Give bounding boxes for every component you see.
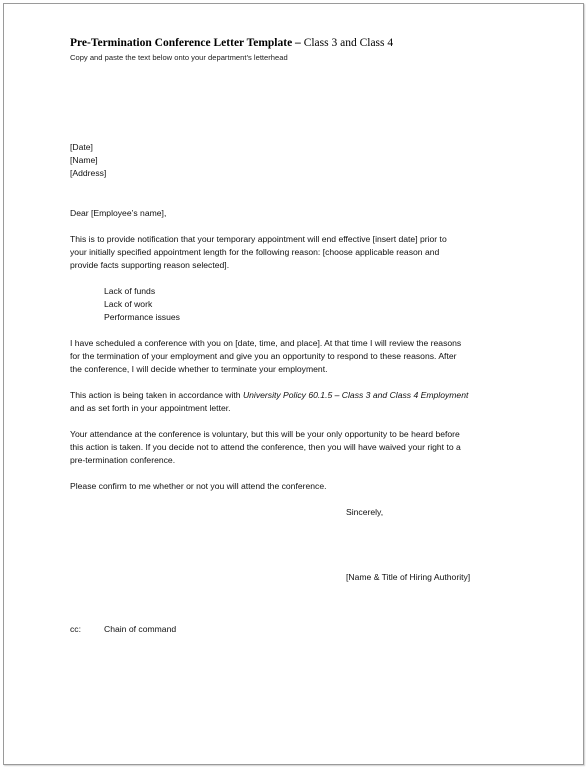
signature-block: [Name & Title of Hiring Authority] <box>346 572 471 582</box>
paragraph4-line: this action is taken. If you decide not to attend the conference, then you will have waived your right to a <box>70 442 461 452</box>
page-title <box>70 37 393 49</box>
paragraph4-line: pre-termination conference. <box>70 455 176 465</box>
page-subtitle: Copy and paste the text below onto your department’s letterhead <box>70 53 288 62</box>
address-date: [Date] <box>70 142 93 152</box>
reason-item: Performance issues <box>104 312 180 322</box>
address-address: [Address] <box>70 168 107 178</box>
paragraph1-line: provide facts supporting reason selected]. <box>70 260 230 270</box>
letter-page <box>3 3 584 765</box>
reason-item: Lack of work <box>104 299 153 309</box>
paragraph2-line: for the termination of your employment and give you an opportunity to respond to these reasons. After <box>70 351 457 361</box>
paragraph1-line: your initially specified appointment length for the following reason: [choose applicable reason and <box>70 247 440 257</box>
paragraph4-line: Your attendance at the conference is voluntary, but this will be your only opportunity to be heard before <box>70 429 460 439</box>
policy-reference: University Policy 60.1.5 – Class 3 and Class 4 Employment <box>242 390 469 400</box>
cc-label: cc: <box>70 624 81 634</box>
paragraph3-line: and as set forth in your appointment letter. <box>70 403 231 413</box>
reason-item: Lack of funds <box>104 286 156 296</box>
paragraph2-line: I have scheduled a conference with you on [date, time, and place]. At that time I will review the reasons <box>70 338 462 348</box>
paragraph2-line: the conference, I will decide whether to terminate your employment. <box>70 364 328 374</box>
paragraph5: Please confirm to me whether or not you will attend the conference. <box>70 481 327 491</box>
cc-value: Chain of command <box>104 624 177 634</box>
address-name: [Name] <box>70 155 98 165</box>
salutation: Dear [Employee’s name], <box>70 208 167 218</box>
paragraph3-prefix: This action is being taken in accordance with <box>70 390 243 400</box>
title-bold: Pre-Termination Conference Letter Template – <box>70 37 301 49</box>
title-rest: Class 3 and Class 4 <box>300 37 394 49</box>
paragraph1-line: This is to provide notification that your temporary appointment will end effective [insert date] prior to <box>70 234 447 244</box>
paragraph3-line <box>70 389 468 402</box>
closing: Sincerely, <box>346 507 384 517</box>
